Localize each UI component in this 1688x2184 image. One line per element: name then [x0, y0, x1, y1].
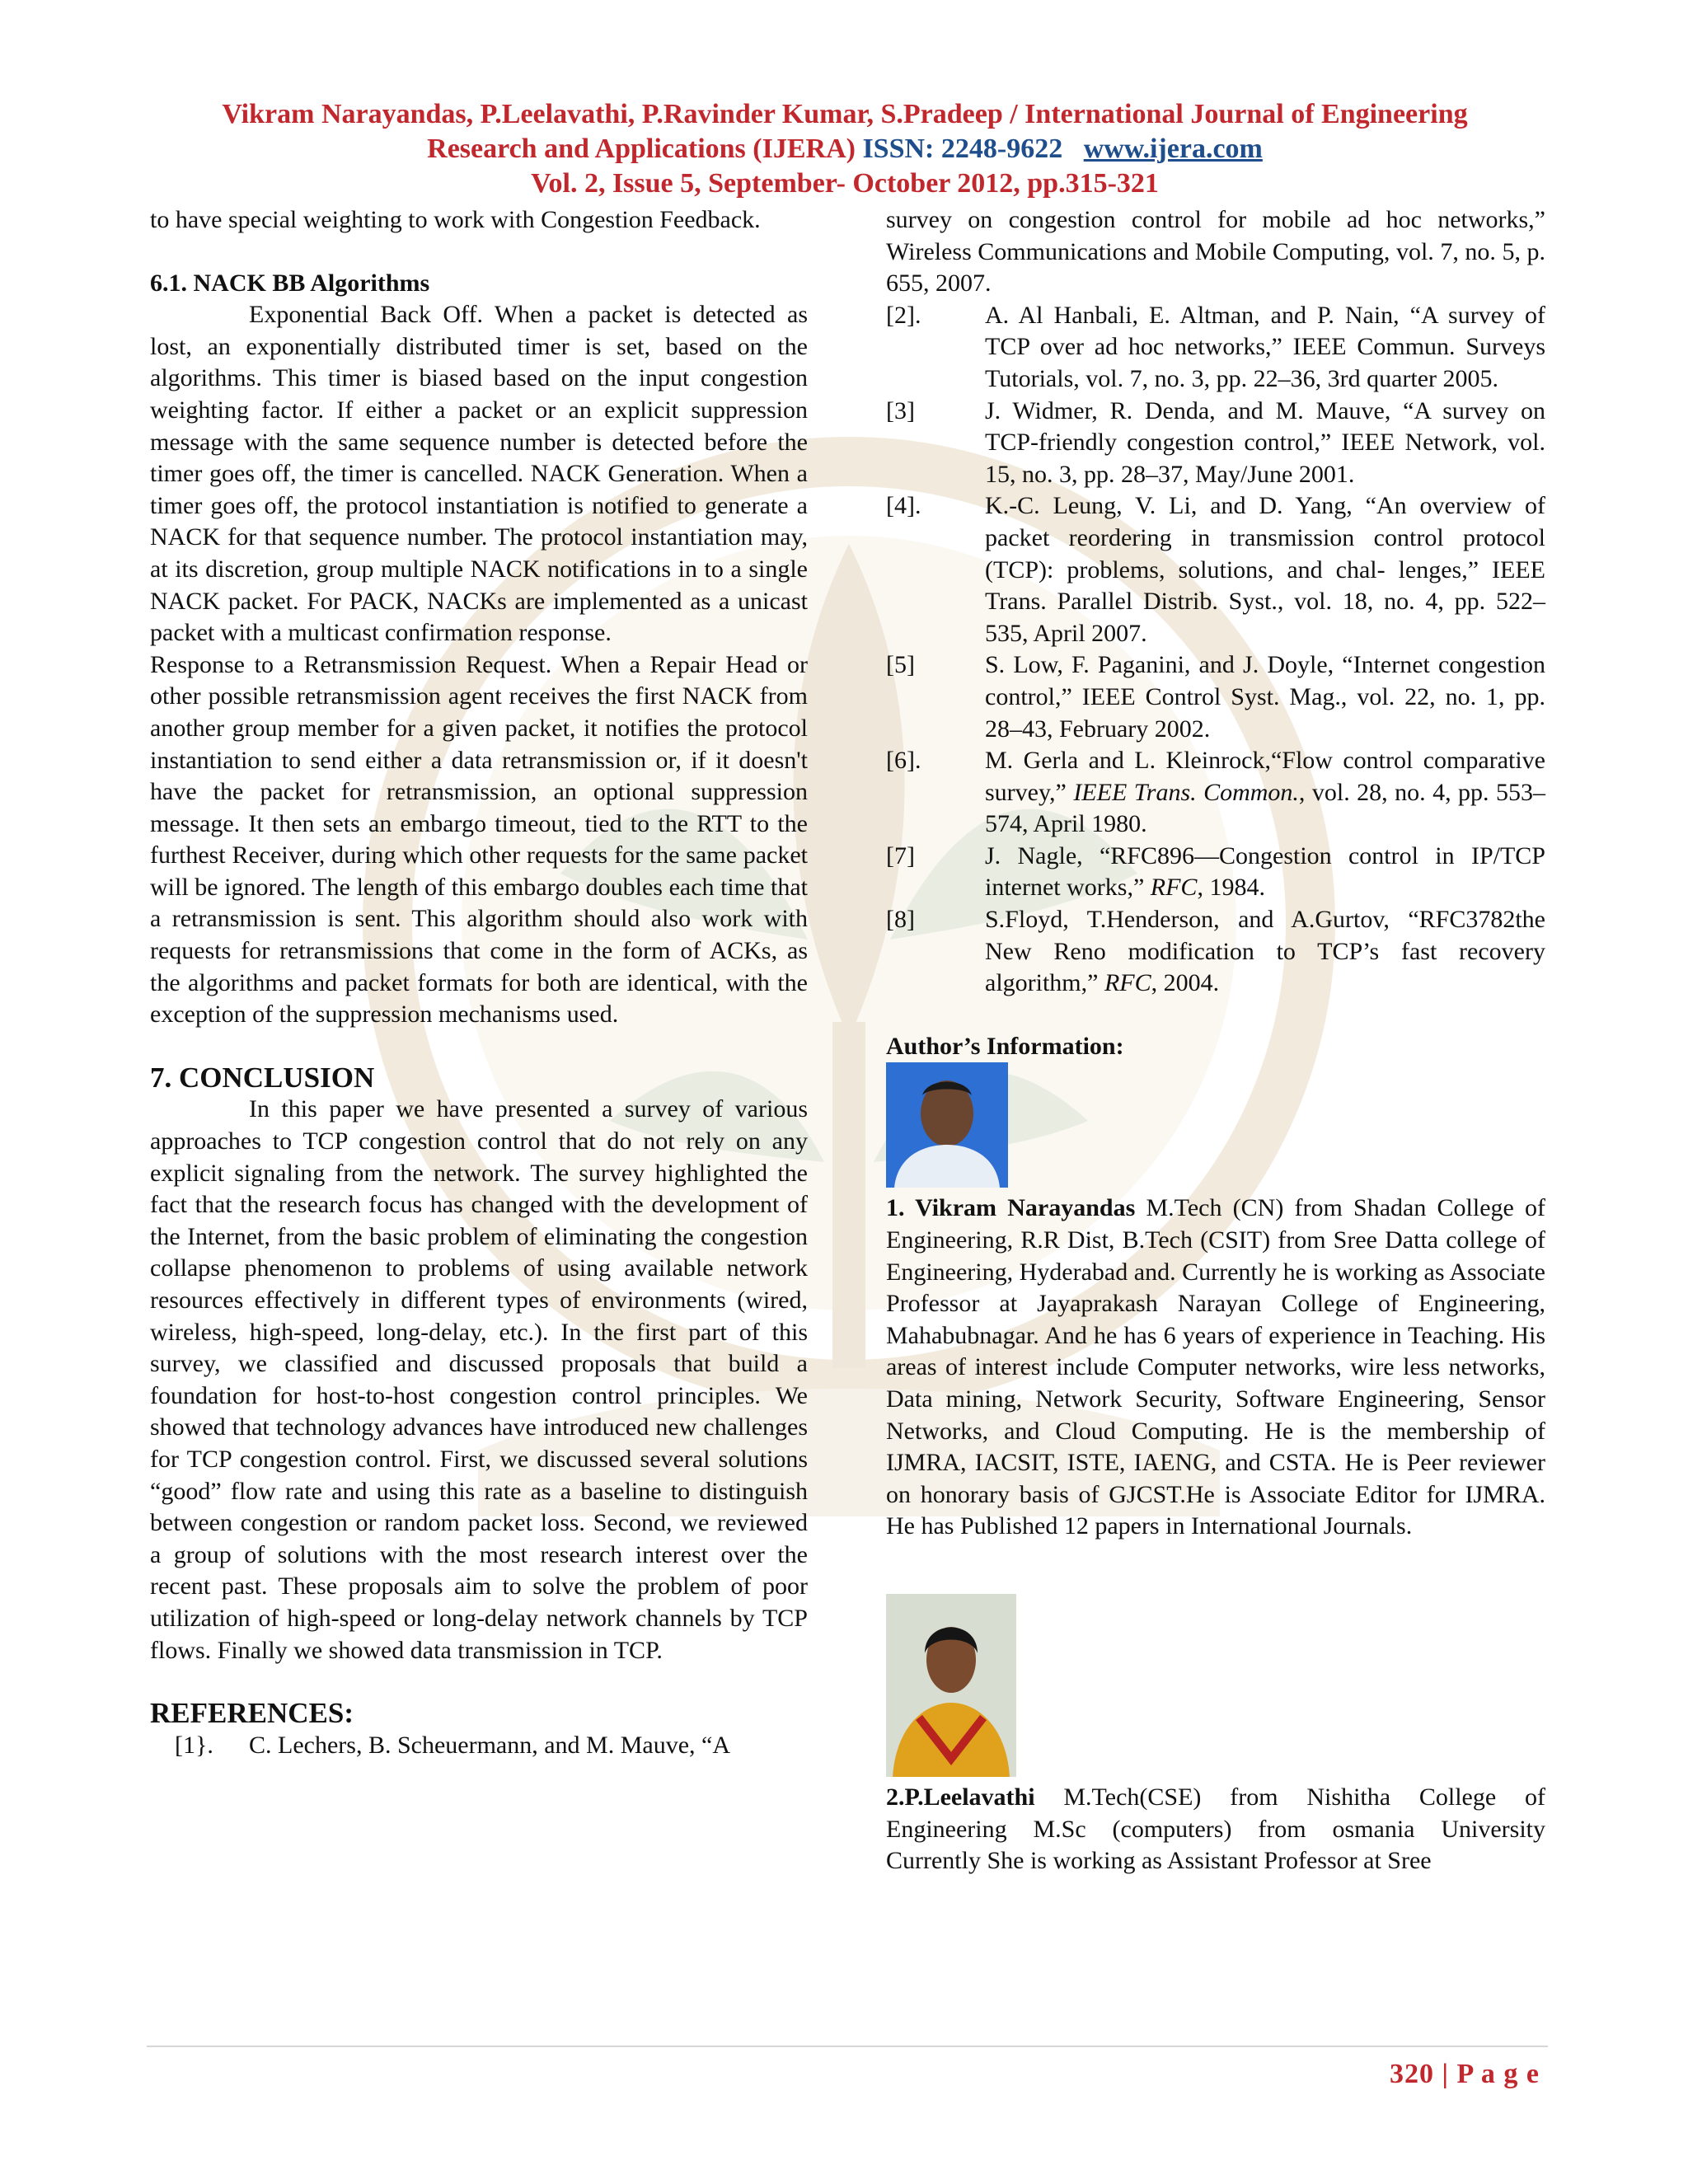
author-info-heading: Author’s Information:: [886, 1032, 1124, 1060]
section-6-1-heading: 6.1. NACK BB Algorithms: [150, 269, 430, 297]
author-2-portrait-icon: [886, 1594, 1016, 1777]
header-journal-name: Research and Applications (IJERA): [427, 134, 856, 164]
author-1-bio: [886, 1193, 1545, 1543]
reference-3-text: J. Widmer, R. Denda, and M. Mauve, “A survey on TCP-friendly congestion control,” IEEE Network, vol. 15, no. 3, pp. 28–37, May/June 2001.: [985, 396, 1545, 488]
header-website-link[interactable]: www.ijera.com: [1083, 134, 1263, 164]
header-authors-line: Vikram Narayandas, P.Leelavathi, P.Ravinder Kumar, S.Pradeep / International Journal of Engineering: [222, 99, 1468, 129]
conclusion-paragraph: In this paper we have presented a survey of various approaches to TCP congestion control that do not rely on any explicit signaling from the network. The survey highlighted the fact that the research focus has changed with the development of the Internet, from the basic problem of eliminating the congestion collapse phenomenon to problems of using available network resources effectively in different types of environments (wired, wireless, high-speed, long-delay, etc.). In the first part of this survey, we classified and discussed proposals that build a foundation for host-to-host congestion control principles. We showed that technology advances have introduced new challenges for TCP congestion control. First, we discussed several solutions “good” flow rate and using this rate as a baseline to distinguish between congestion or random packet loss. Second, we reviewed a group of solutions with the most research interest over the recent past. These proposals aim to solve the problem of poor utilization of high-speed or long-delay network channels by TCP flows. Finally we showed data transmission in TCP.: [150, 1095, 808, 1664]
author-2-photo: [886, 1594, 1016, 1777]
header-volume-line: Vol. 2, Issue 5, September- October 2012, pp.315-321: [531, 168, 1159, 199]
right-column: [886, 204, 1545, 1877]
reference-6-number: [6].: [886, 747, 921, 775]
page-number: 320 | P a g e: [1390, 2059, 1540, 2089]
reference-6-venue: IEEE Trans. Common.: [1073, 778, 1299, 806]
references-heading: REFERENCES:: [150, 1697, 354, 1730]
reference-3-number: [3]: [886, 396, 915, 424]
reference-8: [886, 904, 1545, 1000]
reference-2-text: A. Al Hanbali, E. Altman, and P. Nain, “A survey of TCP over ad hoc networks,” IEEE Commun. Surveys Tutorials, vol. 7, no. 3, pp. 22–36, 3rd quarter 2005.: [985, 301, 1545, 392]
reference-7-number: [7]: [886, 841, 915, 869]
section-6-1-paragraph-1: Exponential Back Off. When a packet is detected as lost, an exponentially distributed timer is set, based on the algorithms. This timer is biased based on the input congestion weighting factor. If either a packet or an explicit suppression message with the same sequence number is detected before the timer goes off, the timer is cancelled. NACK Generation. When a timer goes off, the protocol instantiation is notified to generate a NACK for that sequence number. The protocol instantiation may, at its discretion, group multiple NACK notifications in to a single NACK packet. For PACK, NACKs are implemented as a unicast packet with a multicast confirmation response.: [150, 301, 808, 647]
reference-2: [886, 300, 1545, 396]
reference-8-text-a: S.Floyd, T.Henderson, and A.Gurtov, “RFC3782the New Reno modification to TCP’s fast recovery algorithm,”: [985, 906, 1545, 997]
author-1-name: 1. Vikram Narayandas: [886, 1194, 1136, 1222]
section-6-1-paragraph-2: Response to a Retransmission Request. When a Repair Head or other possible retransmission agent receives the first NACK from another group member for a given packet, it notifies the protocol instantiation to send either a data retransmission or, if it doesn't have the packet for retransmission, an optional suppression message. It then sets an embargo timeout, tied to the RTT to the furthest Receiver, during which other requests for the same packet will be ignored. The length of this embargo doubles each time that a retransmission is sent. This algorithm should also work with requests for retransmissions that come in the form of ACKs, as the algorithms and packet formats for both are identical, with the exception of the suppression mechanisms used.: [150, 650, 808, 1029]
reference-8-text-b: , 2004.: [1151, 969, 1220, 997]
author-1-photo: [886, 1062, 1008, 1188]
header-journal-line: [107, 132, 1582, 166]
reference-8-number: [8]: [886, 906, 915, 934]
reference-8-text: [985, 904, 1545, 1000]
author-2-bio-text: M.Tech(CSE) from Nishitha College of Engineering M.Sc (computers) from osmania University Currently She is working as Assistant Professor at Sree: [886, 1783, 1545, 1875]
reference-1: [150, 1730, 808, 1762]
section-7-heading: 7. CONCLUSION: [150, 1061, 375, 1094]
author-2-name: 2.P.Leelavathi: [886, 1783, 1035, 1811]
reference-3: [886, 396, 1545, 491]
reference-7-text-a: J. Nagle, “RFC896—Congestion control in IP/TCP internet works,”: [985, 841, 1545, 902]
author-2-bio: [886, 1782, 1545, 1877]
header-issn: ISSN: 2248-9622: [862, 134, 1063, 164]
reference-1-start: C. Lechers, B. Scheuermann, and M. Mauve, “A: [249, 1731, 731, 1759]
journal-header: [107, 97, 1582, 201]
reference-7: [886, 841, 1545, 904]
reference-1-continued: survey on congestion control for mobile ad hoc networks,” Wireless Communications and Mobile Computing, vol. 7, no. 5, p. 655, 2007.: [886, 206, 1545, 298]
reference-6: [886, 745, 1545, 841]
reference-5: [886, 649, 1545, 745]
author-1-portrait-icon: [886, 1062, 1008, 1188]
footer-divider: [147, 2046, 1548, 2047]
reference-4-number: [4].: [886, 492, 921, 520]
reference-6-text: [985, 745, 1545, 841]
reference-7-text: [985, 841, 1545, 904]
reference-8-venue: RFC: [1104, 969, 1151, 997]
reference-4: [886, 490, 1545, 649]
author-1-bio-text: M.Tech (CN) from Shadan College of Engineering, R.R Dist, B.Tech (CSIT) from Sree Datta college of Engineering, Hyderabad and. Currently he is working as Associate Professor at Jayaprakash Narayan College of Engineering, Mahabubnagar. And he has 6 years of experience in Teaching. His areas of interest include Computer networks, wire less networks, Data mining, Network Security, Software Engineering, Sensor Networks, and Cloud Computing. He is the membership of IJMRA, IACSIT, ISTE, IAENG, and CSTA. He is Peer reviewer on honorary basis of GJCST.He is Associate Editor for IJMRA. He has Published 12 papers in International Journals.: [886, 1194, 1546, 1540]
reference-4-text: K.-C. Leung, V. Li, and D. Yang, “An overview of packet reordering in transmission control protocol (TCP): problems, solutions, and chal- lenges,” IEEE Trans. Parallel Distrib. Syst., vol. 18, no. 4, pp. 522–535, April 2007.: [985, 492, 1545, 647]
reference-5-number: [5]: [886, 651, 915, 679]
reference-5-text: S. Low, F. Paganini, and J. Doyle, “Internet congestion control,” IEEE Control Syst. Mag., vol. 22, no. 1, pp. 28–43, February 2002.: [985, 651, 1545, 743]
reference-6-text-b: , vol. 28, no. 4, pp. 553–574, April 1980.: [985, 778, 1545, 838]
reference-1-number: [1}.: [175, 1731, 213, 1759]
reference-2-number: [2].: [886, 301, 921, 329]
intro-paragraph: to have special weighting to work with Congestion Feedback.: [150, 206, 761, 233]
reference-6-text-a: M. Gerla and L. Kleinrock,“Flow control comparative survey,”: [985, 747, 1545, 806]
left-column: [150, 204, 808, 1761]
reference-7-text-b: , 1984.: [1197, 874, 1265, 902]
reference-7-venue: RFC: [1150, 874, 1198, 902]
